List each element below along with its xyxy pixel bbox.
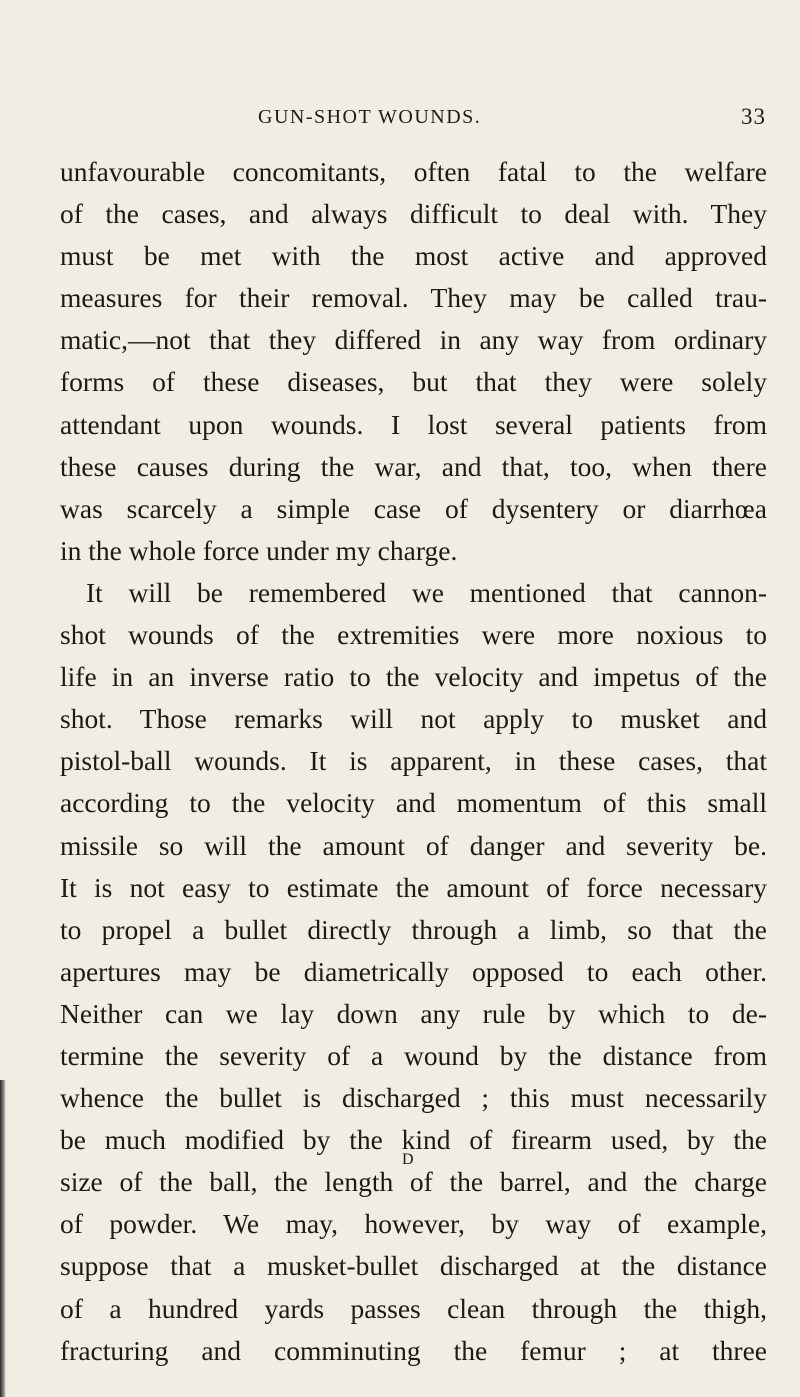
text-line: according to the velocity and momentum of this small: [60, 787, 767, 819]
text-line: was scarcely a simple case of dysentery or diarrhœa: [60, 492, 767, 524]
text-line: measures for their removal. They may be called trau-: [60, 282, 767, 314]
text-line: life in an inverse ratio to the velocity and impetus of the: [60, 661, 767, 693]
text-line: size of the ball, the length of the barrel, and the charge: [60, 1166, 767, 1198]
running-title: GUN-SHOT WOUNDS.: [258, 106, 482, 128]
text-line: fracturing and comminuting the femur ; at three: [60, 1334, 767, 1366]
text-line: attendant upon wounds. I lost several patients from: [60, 408, 767, 440]
text-line: must be met with the most active and approved: [60, 240, 767, 272]
text-line: shot wounds of the extremities were more noxious to: [60, 619, 767, 651]
text-line: whence the bullet is discharged ; this must necessarily: [60, 1082, 767, 1114]
signature-mark: D: [402, 1151, 415, 1168]
text-line: termine the severity of a wound by the distance from: [60, 1039, 767, 1071]
page-number: 33: [741, 104, 766, 129]
text-line: apertures may be diametrically opposed to each other.: [60, 955, 767, 987]
paragraph-start-line: It will be remembered we mentioned that cannon-: [86, 576, 767, 608]
text-line: to propel a bullet directly through a limb, so that the: [60, 913, 767, 945]
text-line: shot. Those remarks will not apply to musket and: [60, 703, 767, 735]
text-line: matic,—not that they differed in any way from ordinary: [60, 324, 767, 356]
text-line: pistol-ball wounds. It is apparent, in these cases, that: [60, 745, 767, 777]
text-line: of a hundred yards passes clean through the thigh,: [60, 1292, 767, 1324]
paragraph-end-line: in the whole force under my charge.: [60, 534, 458, 566]
text-line: missile so will the amount of danger and severity be.: [60, 829, 767, 861]
text-line: of powder. We may, however, by way of example,: [60, 1208, 767, 1240]
text-line: suppose that a musket-bullet discharged at the distance: [60, 1250, 767, 1282]
text-line: It is not easy to estimate the amount of force necessary: [60, 871, 767, 903]
text-line: be much modified by the kind of firearm used, by the: [60, 1124, 767, 1156]
body-text: [60, 151, 767, 1372]
text-line: unfavourable concomitants, often fatal to the welfare: [60, 156, 767, 187]
text-line: Neither can we lay down any rule by which to de-: [60, 997, 767, 1029]
text-line: of the cases, and always difficult to deal with. They: [60, 198, 767, 230]
text-line: these causes during the war, and that, too, when there: [60, 450, 767, 482]
text-line: forms of these diseases, but that they were solely: [60, 366, 767, 398]
page-edge-shadow: [0, 1080, 6, 1397]
